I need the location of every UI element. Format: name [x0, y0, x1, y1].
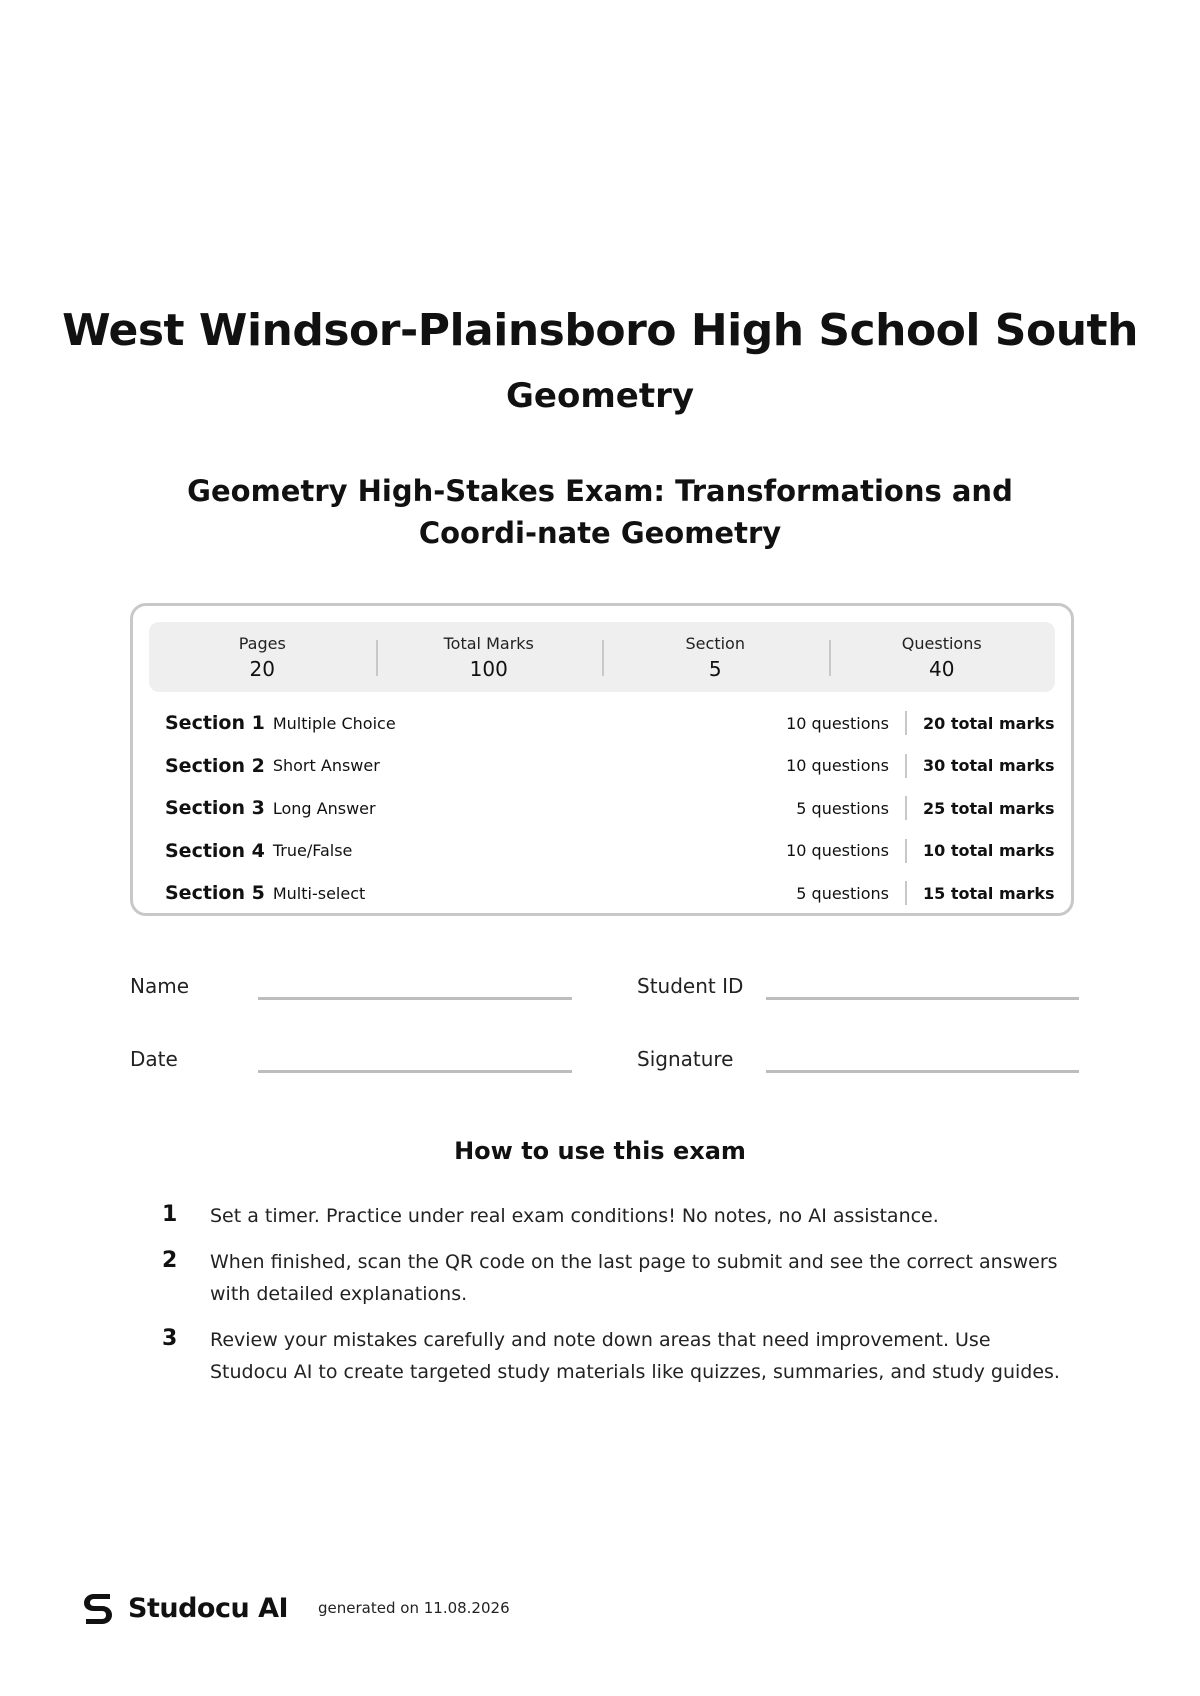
- section-marks: 10 total marks: [905, 839, 1045, 863]
- section-name: Section 3: [165, 797, 265, 820]
- stat-label: Total Marks: [443, 633, 534, 653]
- signature-label: Signature: [637, 1047, 734, 1071]
- section-name: Section 1: [165, 712, 265, 735]
- school-title: West Windsor-Plainsboro High School South: [62, 305, 1138, 356]
- stat-value: 100: [469, 656, 508, 681]
- step-text: Set a timer. Practice under real exam conditions! No notes, no AI assistance.: [210, 1205, 939, 1227]
- stat-pages: [149, 622, 376, 692]
- section-name: Section 2: [165, 754, 265, 777]
- section-marks: 30 total marks: [905, 754, 1045, 778]
- section-marks: 15 total marks: [905, 881, 1045, 905]
- section-name: Section 4: [165, 839, 265, 862]
- section-questions: 10 questions: [786, 756, 889, 776]
- section-type: Long Answer: [272, 798, 376, 818]
- section-row: [165, 872, 1055, 915]
- step-item: [162, 1246, 1062, 1310]
- howto-title: How to use this exam: [454, 1137, 746, 1165]
- stat-label: Pages: [238, 633, 286, 653]
- date-field[interactable]: [258, 1070, 572, 1073]
- stat-sections: [602, 622, 829, 692]
- name-field[interactable]: [258, 997, 572, 1000]
- step-number: 3: [162, 1326, 178, 1351]
- step-text: Review your mistakes carefully and note down areas that need improvement. Use Studocu AI to create targeted study materials like quizzes, summaries, and study guides.: [210, 1329, 1060, 1383]
- section-row: [165, 745, 1055, 788]
- signature-field[interactable]: [766, 1070, 1079, 1073]
- subject-title: Geometry: [506, 376, 694, 416]
- section-name: Section 5: [165, 882, 265, 905]
- stat-value: 20: [249, 656, 275, 681]
- student-id-field[interactable]: [766, 997, 1079, 1000]
- stat-total-marks: [376, 622, 603, 692]
- section-questions: 10 questions: [786, 713, 889, 733]
- brand-name: Studocu AI: [128, 1592, 289, 1624]
- stat-value: 5: [708, 656, 722, 681]
- step-number: 1: [162, 1202, 178, 1227]
- section-row: [165, 787, 1055, 830]
- stats-bar: [149, 622, 1055, 692]
- section-type: Multiple Choice: [272, 713, 396, 733]
- name-label: Name: [130, 974, 190, 998]
- studocu-logo-icon: [80, 1588, 116, 1628]
- step-text: When finished, scan the QR code on the last page to submit and see the correct answers with detailed explanations.: [210, 1251, 1058, 1305]
- section-list: [165, 702, 1055, 915]
- footer: [80, 1588, 510, 1628]
- section-questions: 10 questions: [786, 841, 889, 861]
- stat-questions: [829, 622, 1056, 692]
- student-id-label: Student ID: [637, 974, 744, 998]
- stat-value: 40: [929, 656, 955, 681]
- step-item: [162, 1324, 1062, 1388]
- section-marks: 20 total marks: [905, 711, 1045, 735]
- howto-steps: [162, 1200, 1062, 1402]
- step-item: [162, 1200, 1062, 1232]
- step-number: 2: [162, 1248, 178, 1273]
- section-marks: 25 total marks: [905, 796, 1045, 820]
- section-questions: 5 questions: [796, 883, 889, 903]
- section-row: [165, 830, 1055, 873]
- exam-title: [130, 470, 1070, 554]
- stat-label: Section: [685, 633, 745, 653]
- section-type: Short Answer: [272, 756, 380, 776]
- exam-summary-box: [130, 603, 1074, 916]
- section-questions: 5 questions: [796, 798, 889, 818]
- section-row: [165, 702, 1055, 745]
- generated-date: generated on 11.08.2026: [318, 1599, 510, 1617]
- section-type: Multi-select: [272, 883, 366, 903]
- date-label: Date: [130, 1047, 178, 1071]
- exam-title-text: Geometry High-Stakes Exam: Transformations and Coordi-nate Geometry: [187, 474, 1013, 550]
- stat-label: Questions: [901, 633, 982, 653]
- section-type: True/False: [272, 841, 353, 861]
